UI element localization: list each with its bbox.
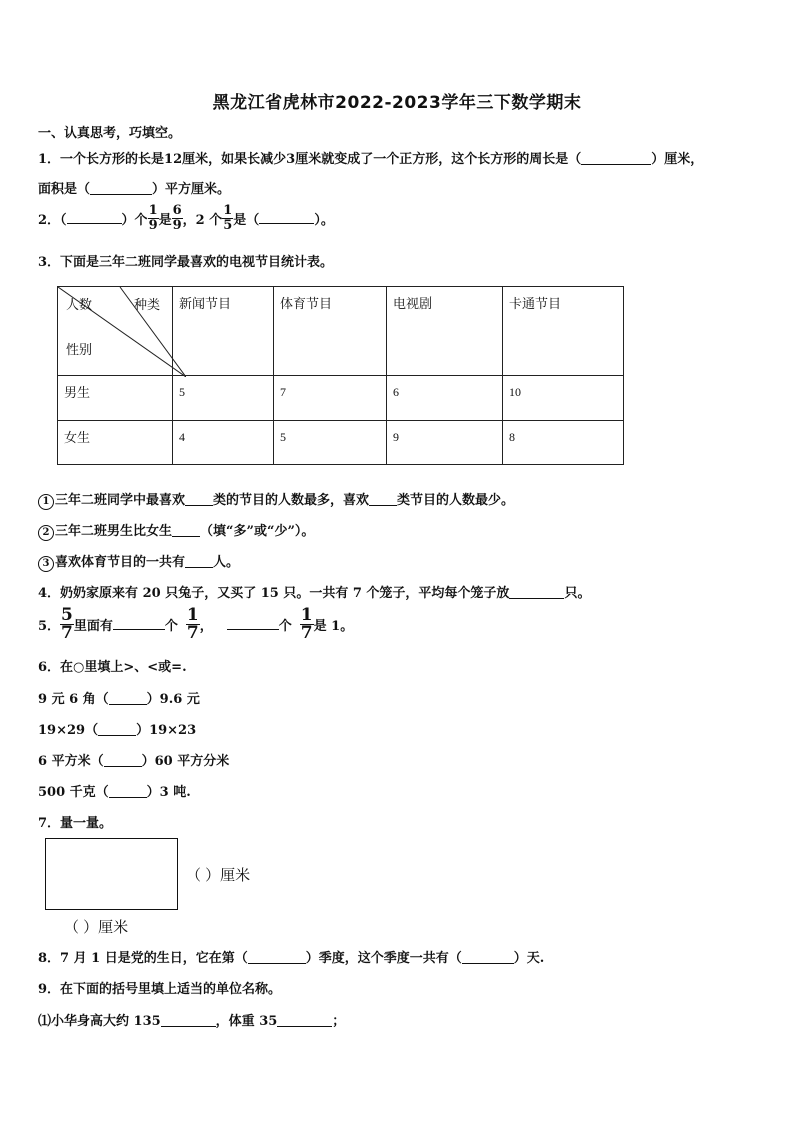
circled-number-2: 2 bbox=[38, 525, 54, 541]
row-label: 男生 bbox=[58, 376, 173, 421]
question-8: 8．7 月 1 日是党的生日，它在第（ ）季度，这个季度一共有（ ）天. bbox=[38, 951, 545, 966]
question-3-sub-2: 2 三年二班男生比女生 （填“多”或“少”）。 bbox=[38, 520, 314, 541]
column-header: 体育节目 bbox=[274, 287, 387, 376]
q2-text-e: 是（ bbox=[233, 213, 260, 228]
q6-blank-1[interactable] bbox=[109, 691, 147, 705]
q6-blank-3[interactable] bbox=[104, 753, 142, 767]
table-row bbox=[58, 421, 624, 465]
fraction-5-7: $\frac{5}{7}$ bbox=[61, 605, 73, 643]
q1-text-f: ）平方厘米。 bbox=[152, 182, 231, 197]
question-2 bbox=[38, 204, 334, 233]
table-cell: 9 bbox=[387, 421, 503, 465]
table-cell: 10 bbox=[503, 376, 624, 421]
q4-blank[interactable] bbox=[509, 585, 564, 599]
table-cell: 5 bbox=[173, 376, 274, 421]
q2-text-a: 2．（ bbox=[38, 213, 67, 228]
table-row bbox=[58, 376, 624, 421]
q1-text-d: ）厘米， bbox=[651, 152, 704, 167]
question-3-sub-1: 1 三年二班同学中最喜欢 类的节目的人数最多，喜欢 类节目的人数最少。 bbox=[38, 489, 514, 510]
table-cell: 8 bbox=[503, 421, 624, 465]
fraction-1-7-second: $\frac{1}{7}$ bbox=[300, 605, 313, 643]
q6-blank-4[interactable] bbox=[109, 784, 147, 798]
fraction-6-9: $\frac{6}{9}$ bbox=[172, 203, 182, 233]
q6-item: 500 千克（ ）3 吨. bbox=[38, 785, 191, 800]
q1-text-c: 厘米就变成了一个正方形，这个长方形的周长是（ bbox=[295, 152, 582, 167]
fraction-1-9: $\frac{1}{9}$ bbox=[148, 203, 158, 233]
header-gender: 性别 bbox=[66, 342, 93, 357]
circled-number-3: 3 bbox=[38, 556, 54, 572]
table-cell: 6 bbox=[387, 376, 503, 421]
q6-item: 9 元 6 角（ ）9.6 元 bbox=[38, 692, 200, 707]
q1-text-e: 面积是（ bbox=[38, 182, 91, 197]
table-cell: 5 bbox=[274, 421, 387, 465]
q6-item: 19×29（ ）19×23 bbox=[38, 723, 197, 738]
q9-weight-unit-blank[interactable] bbox=[277, 1013, 332, 1027]
q1-num-3: 3 bbox=[286, 152, 296, 167]
q7-bottom-length[interactable]: （ ）厘米 bbox=[64, 919, 129, 936]
q6-item: 6 平方米（ ）60 平方分米 bbox=[38, 754, 230, 769]
q1-num-12: 12 bbox=[164, 152, 183, 167]
column-header: 电视剧 bbox=[387, 287, 503, 376]
question-5: 5． $\frac{5}{7}$ 里面有 个 $\frac{1}{7}$ ， 个 $\frac{1}{7}$ 是 1。 bbox=[38, 605, 354, 643]
question-9: 9．在下面的括号里填上适当的单位名称。 bbox=[38, 982, 282, 997]
row-label: 女生 bbox=[58, 421, 173, 465]
question-1-line-2 bbox=[38, 178, 230, 197]
question-3-sub-3: 3 喜欢体育节目的一共有 人。 bbox=[38, 551, 239, 572]
column-header: 卡通节目 bbox=[503, 287, 624, 376]
page-title: 黑龙江省虎林市2022-2023学年三下数学期末 bbox=[212, 93, 582, 113]
column-header: 新闻节目 bbox=[173, 287, 274, 376]
section-heading: 一、认真思考，巧填空。 bbox=[38, 126, 182, 141]
q8-quarter-blank[interactable] bbox=[248, 950, 306, 964]
header-kind: 种类 bbox=[134, 297, 161, 312]
q1-perimeter-blank[interactable] bbox=[581, 151, 651, 165]
q2-text-d: ，2 个 bbox=[182, 213, 223, 228]
q2-text-c: 是 bbox=[158, 213, 172, 228]
q3-sub1-blank-1[interactable] bbox=[185, 492, 213, 506]
q3-sub1-blank-2[interactable] bbox=[369, 492, 397, 506]
measure-rectangle bbox=[45, 838, 178, 910]
q3-sub2-blank[interactable] bbox=[172, 523, 200, 537]
q2-blank-1[interactable] bbox=[67, 210, 122, 224]
q2-text-f: ）。 bbox=[314, 213, 334, 228]
circled-number-1: 1 bbox=[38, 494, 54, 510]
q1-text-b: 厘米，如果长减少 bbox=[182, 152, 287, 167]
q7-right-length[interactable]: （ ）厘米 bbox=[186, 867, 251, 884]
q8-days-blank[interactable] bbox=[462, 950, 514, 964]
q9-sub-1: ⑴小华身高大约 135 ，体重 35 ； bbox=[38, 1014, 346, 1029]
q5-blank-2[interactable] bbox=[227, 616, 279, 630]
header-people: 人数 bbox=[66, 297, 93, 312]
fraction-1-5: $\frac{1}{5}$ bbox=[223, 203, 233, 233]
table-corner-header bbox=[58, 287, 173, 376]
q2-text-b: ）个 bbox=[121, 213, 148, 228]
question-6: 6．在○里填上>、<或=. bbox=[38, 660, 187, 675]
tv-program-table bbox=[57, 286, 624, 465]
q2-blank-2[interactable] bbox=[259, 210, 314, 224]
q9-height-unit-blank[interactable] bbox=[161, 1013, 216, 1027]
q6-blank-2[interactable] bbox=[98, 722, 136, 736]
fraction-1-7: $\frac{1}{7}$ bbox=[186, 605, 199, 643]
question-7: 7．量一量。 bbox=[38, 816, 113, 831]
q3-sub3-blank[interactable] bbox=[185, 554, 213, 568]
question-1-line-1 bbox=[38, 148, 703, 167]
q5-blank-1[interactable] bbox=[113, 616, 165, 630]
question-3: 3．下面是三年二班同学最喜欢的电视节目统计表。 bbox=[38, 255, 334, 270]
table-cell: 7 bbox=[274, 376, 387, 421]
table-cell: 4 bbox=[173, 421, 274, 465]
question-4: 4．奶奶家原来有 20 只兔子，又买了 15 只。一共有 7 个笼子，平均每个笼子放 只。 bbox=[38, 586, 591, 601]
q1-text-a: 1．一个长方形的长是 bbox=[38, 152, 165, 167]
q1-area-blank[interactable] bbox=[90, 181, 152, 195]
